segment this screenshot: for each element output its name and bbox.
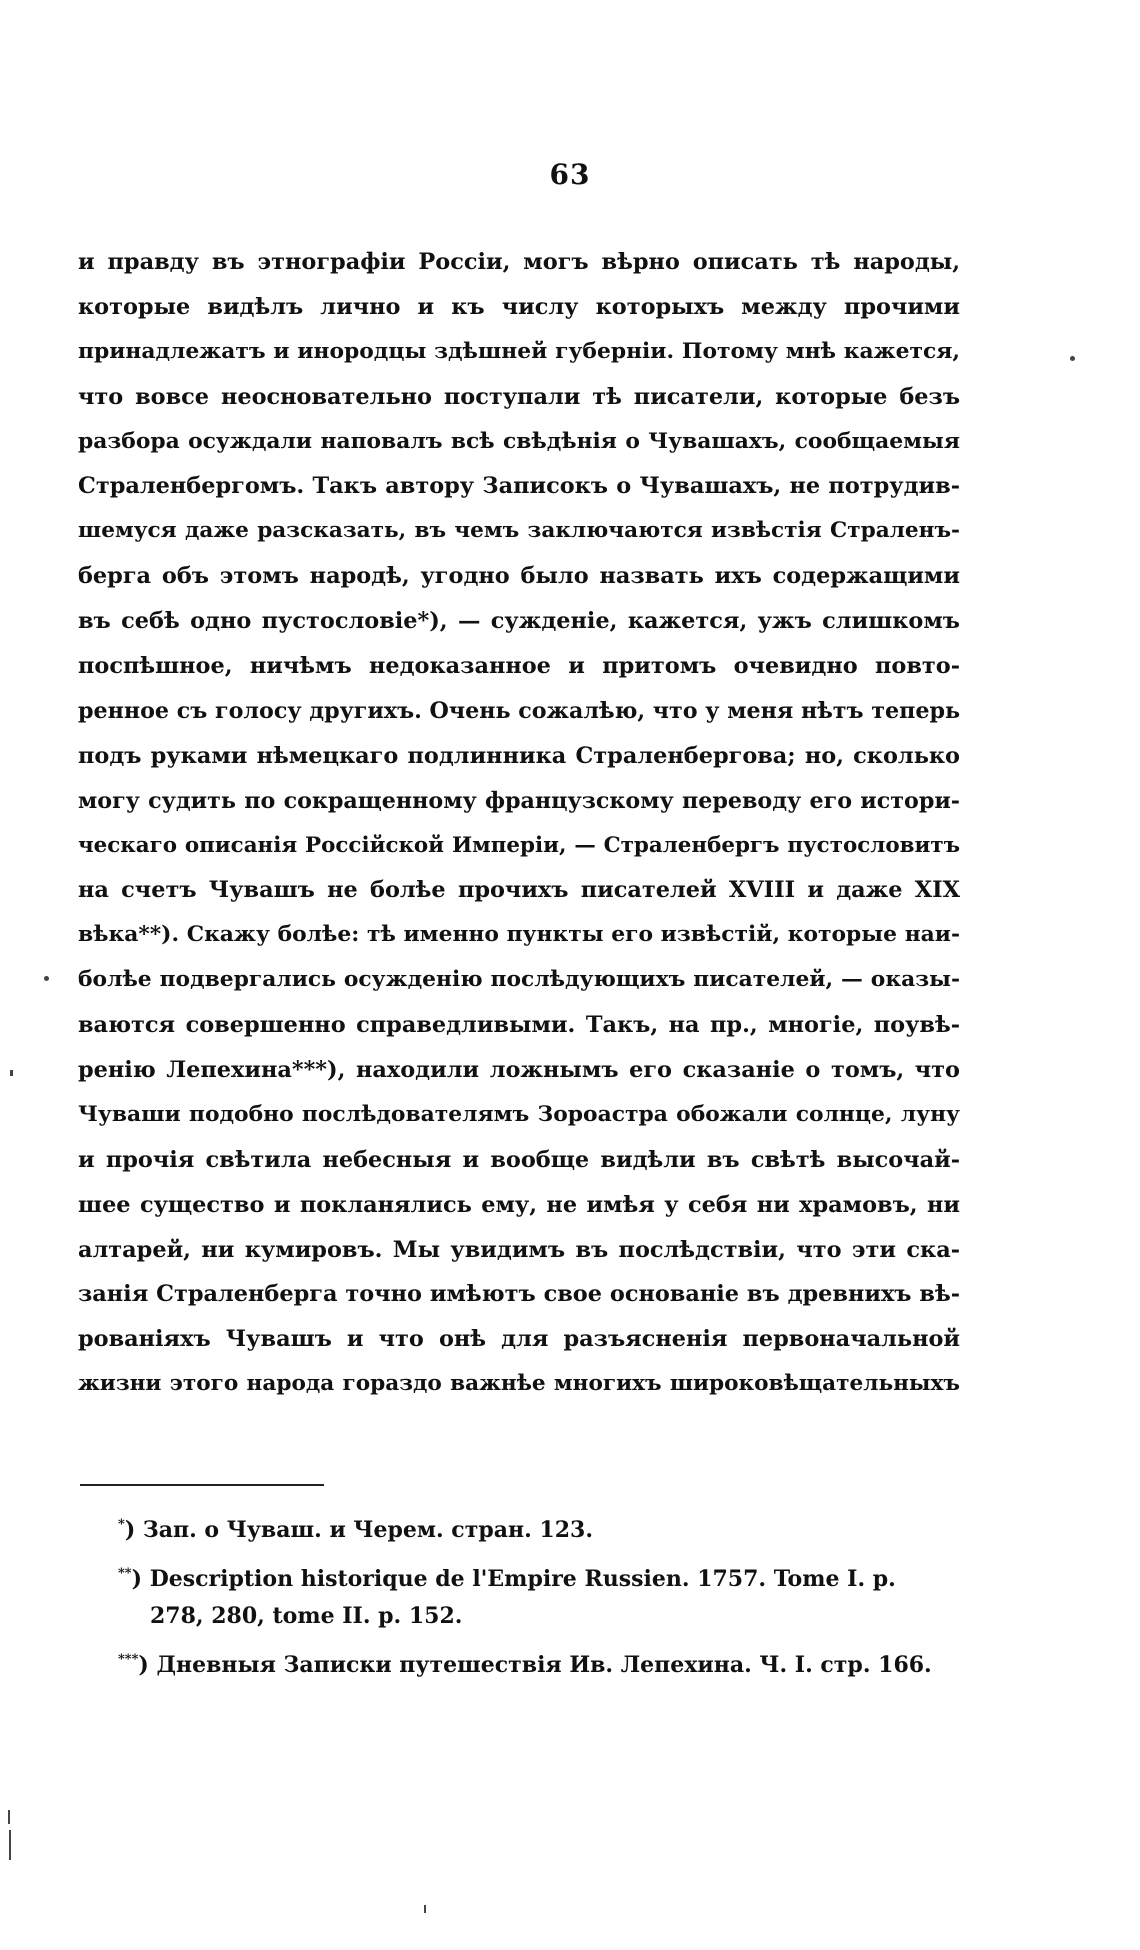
text-line: что вовсе неосновательно поступали тѣ писатели, которые безъ [78, 383, 960, 410]
text-line: занія Страленберга точно имѣютъ свое основаніе въ древнихъ вѣ- [78, 1281, 960, 1308]
text-line: рованіяхъ Чувашъ и что онѣ для разъясненія первоначальной [78, 1326, 960, 1353]
text-line: ваются совершенно справедливыми. Такъ, на пр., многіе, поувѣ- [78, 1012, 960, 1039]
text-line: принадлежатъ и инородцы здѣшней губерніи. Потому мнѣ кажется, [78, 338, 960, 364]
text-line: на счетъ Чувашъ не болѣе прочихъ писателей XVIII и даже XIX [78, 877, 960, 904]
text-line: подъ руками нѣмецкаго подлинника Страленбергова; но, сколько [78, 742, 960, 769]
scan-speck [10, 1070, 13, 1076]
text-line: и правду въ этнографіи Россіи, могъ вѣрно описать тѣ народы, [78, 249, 960, 275]
footnote-separator [80, 1484, 324, 1486]
text-line: болѣе подвергались осужденію послѣдующихъ писателей, — оказы- [78, 967, 960, 993]
text-line: шее существо и покланялись ему, не имѣя у себя ни храмовъ, ни [78, 1191, 960, 1218]
text-line: вѣка**). Скажу болѣе: тѣ именно пункты его извѣстій, которые наи- [78, 922, 960, 948]
scan-speck [1070, 356, 1075, 361]
footnote-mark: ** [118, 1566, 132, 1581]
text-line: шемуся даже разсказать, въ чемъ заключаются извѣстія Страленъ- [78, 518, 960, 544]
text-line: разбора осуждали наповалъ всѣ свѣдѣнія о Чувашахъ, сообщаемыя [78, 428, 960, 454]
footnotes [118, 1512, 968, 1684]
text-line: въ себѣ одно пустословіе*), — сужденіе, кажется, ужъ слишкомъ [78, 608, 960, 635]
text-line: ренное съ голосу другихъ. Очень сожалѣю, что у меня нѣтъ теперь [78, 697, 960, 724]
footnote-3: ***) Дневныя Записки путешествія Ив. Лепехина. Ч. I. стр. 166. [118, 1652, 932, 1678]
scan-speck [8, 1810, 10, 1824]
footnote-mark: * [118, 1517, 125, 1532]
text-line: Страленбергомъ. Такъ автору Записокъ о Чувашахъ, не потрудив- [78, 473, 960, 500]
text-line: которые видѣлъ лично и къ числу которыхъ между прочими [78, 293, 960, 320]
text-line: могу судить по сокращенному французскому переводу его истори- [78, 787, 960, 814]
text-line: поспѣшное, ничѣмъ недоказанное и притомъ очевидно повто- [78, 653, 960, 680]
footnote-text: Зап. о Чуваш. и Черем. стран. 123. [142, 1517, 593, 1543]
body-text [78, 240, 960, 1407]
text-line: ренію Лепехина***), находили ложнымъ его сказаніе о томъ, что [78, 1057, 960, 1084]
scan-speck [9, 1830, 11, 1860]
text-line: алтарей, ни кумировъ. Мы увидимъ въ послѣдствіи, что эти ска- [78, 1236, 960, 1263]
footnote-text: Дневныя Записки путешествія Ив. Лепехина. Ч. I. стр. 166. [156, 1652, 932, 1678]
footnote-text: Description historique de l'Empire Russien. 1757. Tome I. p. [149, 1566, 896, 1592]
text-line: ческаго описанія Россійской Имперіи, — Страленбергъ пустословитъ [78, 832, 960, 858]
footnote-mark: *** [118, 1652, 139, 1667]
text-line: и прочія свѣтила небесныя и вообще видѣли въ свѣтѣ высочай- [78, 1146, 960, 1173]
text-line: берга объ этомъ народѣ, угодно было назвать ихъ содержащими [78, 563, 960, 590]
scan-speck [424, 1905, 426, 1913]
footnote-1: *) Зап. о Чуваш. и Черем. стран. 123. [118, 1517, 593, 1543]
footnote-2: **) Description historique de l'Empire Russien. 1757. Tome I. p. [118, 1566, 896, 1592]
page-number: 63 [549, 158, 591, 191]
scan-speck [44, 976, 49, 981]
footnote-2-continuation: 278, 280, tome II. p. 152. [150, 1603, 463, 1629]
text-line: Чуваши подобно послѣдователямъ Зороастра обожали солнце, луну [78, 1101, 960, 1127]
text-line: жизни этого народа гораздо важнѣе многихъ широковѣщательныхъ [78, 1371, 960, 1397]
